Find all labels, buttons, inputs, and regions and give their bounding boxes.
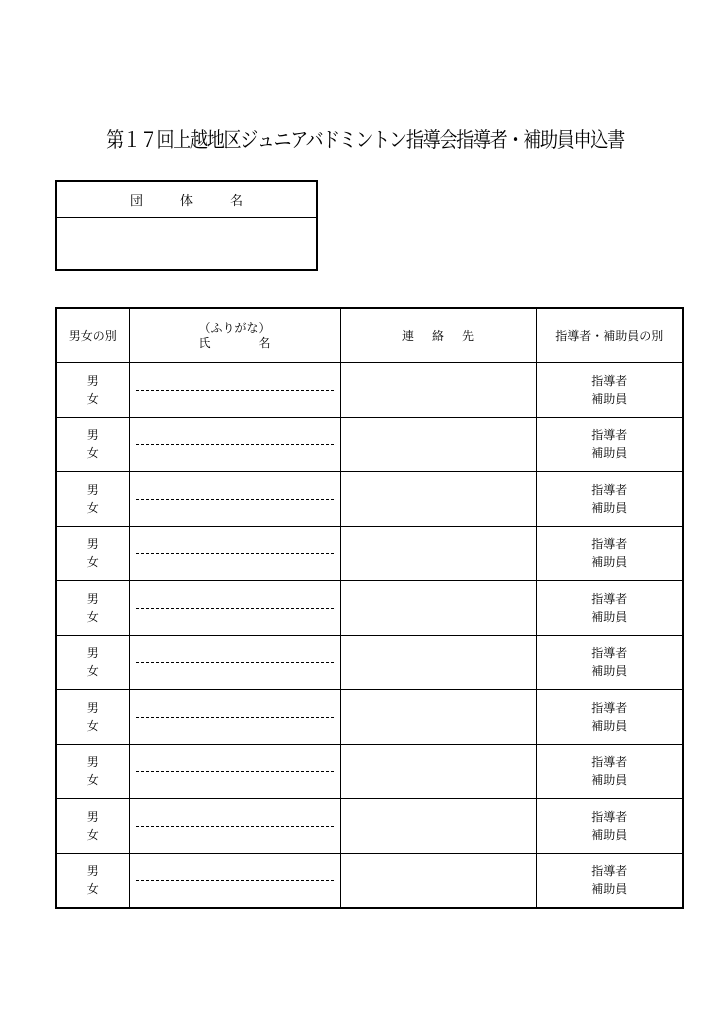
furigana-divider [136,662,334,663]
role-instructor[interactable]: 指導者 [591,482,628,497]
gender-cell[interactable] [56,581,129,636]
gender-cell[interactable] [56,526,129,581]
role-instructor[interactable]: 指導者 [591,864,628,879]
gender-cell[interactable] [56,472,129,527]
table-header-row [56,308,683,363]
role-instructor[interactable]: 指導者 [591,428,628,443]
role-instructor[interactable]: 指導者 [591,591,628,606]
furigana-divider [136,771,334,772]
name-cell[interactable] [129,799,340,854]
gender-female[interactable]: 女 [86,664,99,679]
contact-cell[interactable] [340,799,536,854]
role-cell[interactable] [536,363,683,418]
gender-cell[interactable] [56,417,129,472]
gender-male[interactable]: 男 [86,755,99,770]
table-row [56,472,683,527]
role-cell[interactable] [536,417,683,472]
gender-cell[interactable] [56,690,129,745]
role-cell[interactable] [536,799,683,854]
organization-name-field[interactable] [57,218,316,271]
header-furigana: （ふりがな） [198,320,271,335]
role-assistant[interactable]: 補助員 [591,391,628,406]
gender-female[interactable]: 女 [86,718,99,733]
name-cell[interactable] [129,581,340,636]
role-assistant[interactable]: 補助員 [591,718,628,733]
gender-male[interactable]: 男 [86,809,99,824]
role-assistant[interactable]: 補助員 [591,500,628,515]
gender-male[interactable]: 男 [86,482,99,497]
table-row [56,526,683,581]
role-cell[interactable] [536,690,683,745]
role-assistant[interactable]: 補助員 [591,446,628,461]
contact-cell[interactable] [340,690,536,745]
gender-female[interactable]: 女 [86,446,99,461]
gender-female[interactable]: 女 [86,827,99,842]
gender-male[interactable]: 男 [86,864,99,879]
furigana-divider [136,499,334,500]
header-gender: 男女の別 [56,308,129,363]
table-row [56,744,683,799]
contact-cell[interactable] [340,744,536,799]
role-assistant[interactable]: 補助員 [591,664,628,679]
table-row [56,690,683,745]
contact-cell[interactable] [340,363,536,418]
header-contact: 連絡先 [340,308,536,363]
table-row [56,635,683,690]
role-instructor[interactable]: 指導者 [591,809,628,824]
furigana-divider [136,826,334,827]
organization-header: 団体名 [57,182,316,218]
gender-female[interactable]: 女 [86,882,99,897]
gender-female[interactable]: 女 [86,773,99,788]
role-assistant[interactable]: 補助員 [591,555,628,570]
contact-cell[interactable] [340,635,536,690]
contact-cell[interactable] [340,581,536,636]
application-table [55,307,684,909]
role-cell[interactable] [536,635,683,690]
gender-male[interactable]: 男 [86,428,99,443]
gender-male[interactable]: 男 [86,537,99,552]
gender-cell[interactable] [56,853,129,908]
table-row [56,853,683,908]
name-cell[interactable] [129,472,340,527]
role-cell[interactable] [536,472,683,527]
role-instructor[interactable]: 指導者 [591,373,628,388]
furigana-divider [136,880,334,881]
table-row [56,581,683,636]
header-name-label: 氏名 [198,335,319,350]
role-cell[interactable] [536,526,683,581]
gender-female[interactable]: 女 [86,500,99,515]
name-cell[interactable] [129,853,340,908]
role-cell[interactable] [536,581,683,636]
furigana-divider [136,553,334,554]
gender-male[interactable]: 男 [86,591,99,606]
gender-cell[interactable] [56,363,129,418]
role-cell[interactable] [536,744,683,799]
furigana-divider [136,717,334,718]
role-instructor[interactable]: 指導者 [591,755,628,770]
header-name [129,308,340,363]
gender-female[interactable]: 女 [86,391,99,406]
gender-cell[interactable] [56,635,129,690]
furigana-divider [136,608,334,609]
gender-cell[interactable] [56,799,129,854]
page-title: 第１７回上越地区ジュニアバドミントン指導会指導者・補助員申込書 [106,128,624,152]
role-assistant[interactable]: 補助員 [591,827,628,842]
name-cell[interactable] [129,690,340,745]
role-instructor[interactable]: 指導者 [591,646,628,661]
table-row [56,363,683,418]
gender-female[interactable]: 女 [86,555,99,570]
table-row [56,799,683,854]
gender-cell[interactable] [56,744,129,799]
gender-female[interactable]: 女 [86,609,99,624]
name-cell[interactable] [129,526,340,581]
role-assistant[interactable]: 補助員 [591,773,628,788]
contact-cell[interactable] [340,853,536,908]
role-instructor[interactable]: 指導者 [591,537,628,552]
gender-male[interactable]: 男 [86,373,99,388]
role-assistant[interactable]: 補助員 [591,882,628,897]
contact-cell[interactable] [340,526,536,581]
gender-male[interactable]: 男 [86,700,99,715]
organization-box [55,180,318,271]
contact-cell[interactable] [340,417,536,472]
role-cell[interactable] [536,853,683,908]
name-cell[interactable] [129,417,340,472]
name-cell[interactable] [129,363,340,418]
contact-cell[interactable] [340,472,536,527]
furigana-divider [136,444,334,445]
furigana-divider [136,390,334,391]
gender-male[interactable]: 男 [86,646,99,661]
name-cell[interactable] [129,635,340,690]
name-cell[interactable] [129,744,340,799]
role-assistant[interactable]: 補助員 [591,609,628,624]
role-instructor[interactable]: 指導者 [591,700,628,715]
header-role: 指導者・補助員の別 [536,308,683,363]
table-row [56,417,683,472]
